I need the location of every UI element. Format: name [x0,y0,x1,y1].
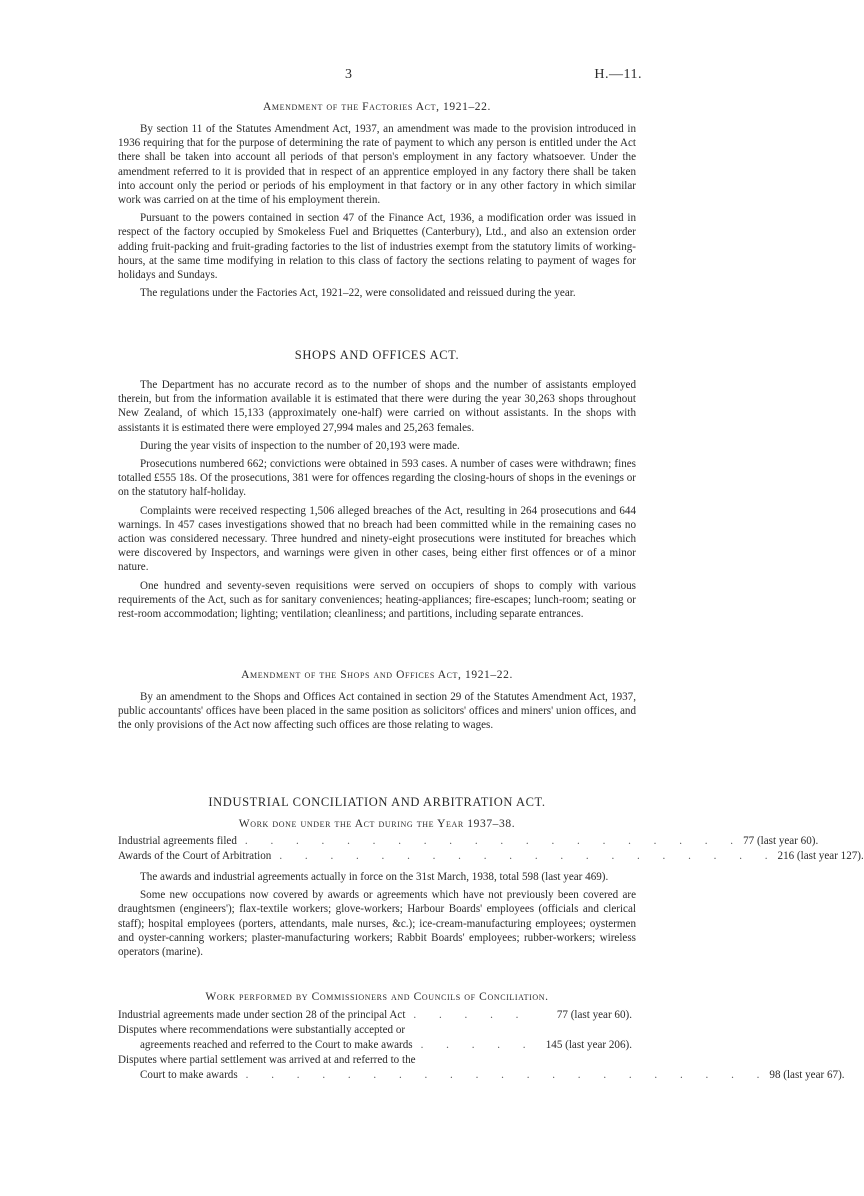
paragraph: By an amendment to the Shops and Offices Act contained in section 29 of the Statutes Amendment Act, 1937, public accountants' offices have been placed in the same position as solicitors' offices and miners' union offices, and the only provisions of the Act now affecting such offices are those relating to wages. [118,691,636,732]
row-label: agreements reached and referred to the Court to make awards [140,1039,413,1051]
shops-amendment-section [118,690,636,737]
shops-offices-heading: SHOPS AND OFFICES ACT. [294,348,460,362]
row-label: Awards of the Court of Arbitration [118,850,272,862]
paragraph: The regulations under the Factories Act, 1921–22, were consolidated and reissued during the year. [140,287,576,300]
list-item [118,834,819,849]
shops-amendment-heading: Amendment of the Shops and Offices Act, 1921–22. [241,669,513,681]
list-item [118,1068,845,1083]
leader-dots: . . . . . . . . . . . . . . . . . . . . [279,850,778,862]
row-label: Industrial agreements made under section 28 of the principal Act [118,1009,406,1021]
list-item [118,1008,632,1023]
row-label: Court to make awards [140,1069,238,1081]
work-done-subheading: Work done under the Act during the Year 1937–38. [238,818,516,830]
row-label: Disputes where partial settlement was arrived at and referred to the [118,1054,416,1066]
paragraph: One hundred and seventy-seven requisitions were served on occupiers of shops to comply with various requirements of the Act, such as for sanitary conveniences; heating-appliances; fire-escapes; lunch-room; seating or rest-room accommodation; lighting; ventilation; cleanliness; and partitions, including separate entrances. [118,579,636,621]
row-label: Disputes where recommendations were substantially accepted or [118,1024,406,1036]
paragraph: Pursuant to the powers contained in section 47 of the Finance Act, 1936, a modification order was issued in respect of the factory occupied by Smokeless Fuel and Briquettes (Canterbury), Ltd., and also an extension order adding fruit-packing and fruit-grading factories to the list of industries exempt from the statutory limits of working-hours, at the same time modifying in relation to this class of factory the sections relating to payment of wages for holidays and Sundays. [118,212,636,282]
leader-dots: . . . . . [413,1009,529,1021]
industrial-section [118,870,636,963]
paragraph: Some new occupations now covered by awards or agreements which have not previously been covered are draughtsmen (engineers'); flax-textile workers; glove-workers; Harbour Boards' employees (officials and clerical staff); hospital employees (porters, attendants, male nurses, &c.); ice-cream-manufacturing employees; oystermen and oyster-canning workers; plaster-manufacturing workers; Rabbit Boards' employees; rubber-workers; wireless operators (marine). [118,889,636,959]
paragraph: Prosecutions numbered 662; convictions were obtained in 593 cases. A number of cases were withdrawn; fines totalled £555 18s. Of the prosecutions, 381 were for offences regarding the closing-hours of shops in the evenings or on the statutory half-holiday. [118,458,636,499]
industrial-heading: INDUSTRIAL CONCILIATION AND ARBITRATION ACT. [208,795,546,809]
shops-offices-section [118,378,636,625]
document-reference: H.—11. [594,67,642,82]
row-label: Industrial agreements filed [118,835,237,847]
list-item [118,1038,632,1053]
paragraph: The awards and industrial agreements actually in force on the 31st March, 1938, total 598 (last year 469). [140,871,609,883]
list-item [118,1023,632,1038]
leader-dots: . . . . . . . . . . . . . . . . . . . . [244,835,744,847]
work-done-list [118,834,864,864]
factories-amendment-section [118,122,636,304]
factories-amendment-heading: Amendment of the Factories Act, 1921–22. [263,101,491,113]
paragraph: The Department has no accurate record as to the number of shops and the number of assistants employed therein, but from the information available it is estimated that there were during the year 30,263 shops throughout New Zealand, of which 15,133 (approximately one-half) were carried on without assistants. In the shops with assistants it is estimated there were employed 27,994 males and 25,263 females. [118,379,636,434]
list-item [118,849,864,864]
row-value: 145 (last year 206). [545,1039,632,1051]
page-number: 3 [345,67,352,82]
paragraph: Complaints were received respecting 1,506 alleged breaches of the Act, resulting in 264 prosecutions and 644 warnings. In 457 cases investigations showed that no breach had been committed while in the remaining cases no action was considered necessary. Three hundred and ninety-eight prosecutions were instituted for breaches which were discovered by Inspectors, and warnings were given in other cases, being either first offences or of a minor nature. [118,504,636,574]
row-value: 77 (last year 60). [556,1009,632,1021]
row-value: 216 (last year 127). [777,850,864,862]
row-value: 77 (last year 60). [743,835,819,847]
list-item [118,1053,632,1068]
leader-dots: . . . . . [420,1039,536,1051]
paragraph: During the year visits of inspection to the number of 20,193 were made. [140,439,460,452]
leader-dots: . . . . . . . . . . . . . . . . . . . . . [245,1069,770,1081]
commissioners-heading: Work performed by Commissioners and Councils of Conciliation. [205,991,549,1003]
row-value: 98 (last year 67). [769,1069,845,1081]
commissioners-list [118,1008,845,1083]
paragraph: By section 11 of the Statutes Amendment Act, 1937, an amendment was made to the provision introduced in 1936 requiring that for the purpose of determining the rate of payment to which any person is entitled under the Act there shall be taken into account all periods of that person's employment in any factory whatsoever. Under the amendment referred to it is provided that in respect of an apprentice employed in any factory there shall be taken into account only the period or periods of his employment in that factory or in any other factory in which similar work was carried on at the time of his employment therein. [118,123,636,207]
